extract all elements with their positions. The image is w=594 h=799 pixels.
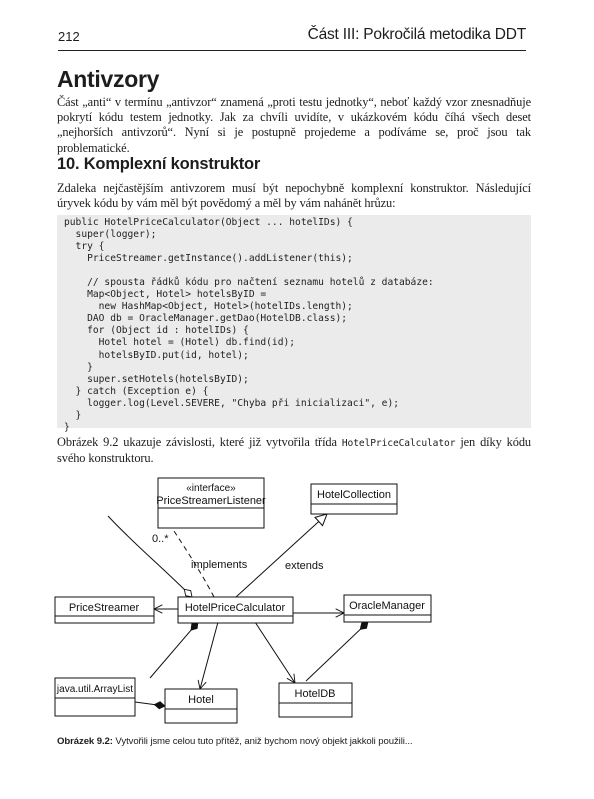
hotel-db-name: HotelDB (294, 688, 336, 700)
intro-paragraph: Část „anti“ v termínu „antivzor“ znamená „proti testu jednotky“, neboť každý vzor znesnadňuje pokrytí kódu testem jednotky. Jak za chvíli uvidíte, v ukázkovém kódu číhá všech deset „nejhorších antivzorů“. Nyní si je postupně projedeme a podíváme se, proč jsou tak problematické. (57, 95, 531, 155)
section-heading: 10. Komplexní konstruktor (57, 155, 261, 173)
hotel-aggregation-line (135, 702, 165, 706)
oracle-composition-line (306, 622, 368, 681)
interface-stereotype: «interface» (186, 483, 236, 494)
price-streamer-listener-name: PriceStreamerListener (156, 495, 266, 507)
reference-text-start: Obrázek 9.2 ukazuje závislosti, které již vytvořila třída (57, 435, 342, 449)
implements-label: implements (191, 559, 248, 571)
reference-text-end: jen díky kódu svého konstruktoru. (57, 435, 532, 466)
uml-dependency-diagram (50, 470, 450, 732)
lead-paragraph: Zdaleka nejčastějším antivzorem musí být nepochybně komplexní konstruktor. Následující úryvek kódu by vám měl být povědomý a měl by vám nahánět hrůzu: (57, 181, 531, 211)
oracle-manager-name: OracleManager (349, 600, 425, 612)
hotel-name: Hotel (188, 694, 214, 706)
part-title: Část III: Pokročilá metodika DDT (307, 26, 526, 43)
hotel-dependency-line (200, 622, 218, 689)
price-streamer-name: PriceStreamer (68, 602, 140, 614)
multiplicity-label: 0..* (152, 533, 169, 545)
hoteldb-dependency-line (255, 622, 295, 683)
caption-label: Obrázek 9.2: (57, 736, 113, 747)
arraylist-composition-line (150, 622, 198, 678)
inline-class-name: HotelPriceCalculator (341, 438, 456, 449)
hotel-collection-name: HotelCollection (317, 489, 391, 501)
figure-caption (57, 736, 412, 747)
relation-labels (152, 533, 324, 572)
caption-text: Vytvořili jsme celou tuto přítěž, aniž bychom nový objekt jakkoli použili... (112, 736, 413, 747)
figure-reference-paragraph (57, 435, 531, 466)
extends-label: extends (285, 560, 324, 572)
page-number: 212 (58, 29, 80, 44)
code-listing (57, 215, 531, 433)
running-head (58, 28, 526, 51)
array-list-name: java.util.ArrayList (56, 684, 134, 695)
code-text: public HotelPriceCalculator(Object ... hotelIDs) { super(logger); try { PriceStreamer.getInstance().addListener(this); // spousta řádků kódu pro načtení seznamu hotelů z databáze: Map<Object, Hotel> hotelsByID = new HashMap<Object, Hotel>(hotelIDs.length); DAO db = OracleManager.getDao(HotelDB.class); for (Object id : hotelIDs) { Hotel hotel = (Hotel) db.find(id); hotelsByID.put(id, hotel); } super.setHotels(hotelsByID); } catch (Exception e) { logger.log(Level.SEVERE, "Chyba při inicializaci", e); } } (64, 217, 434, 433)
chapter-heading: Antivzory (57, 66, 160, 92)
hotel-price-calculator-name: HotelPriceCalculator (184, 602, 286, 614)
